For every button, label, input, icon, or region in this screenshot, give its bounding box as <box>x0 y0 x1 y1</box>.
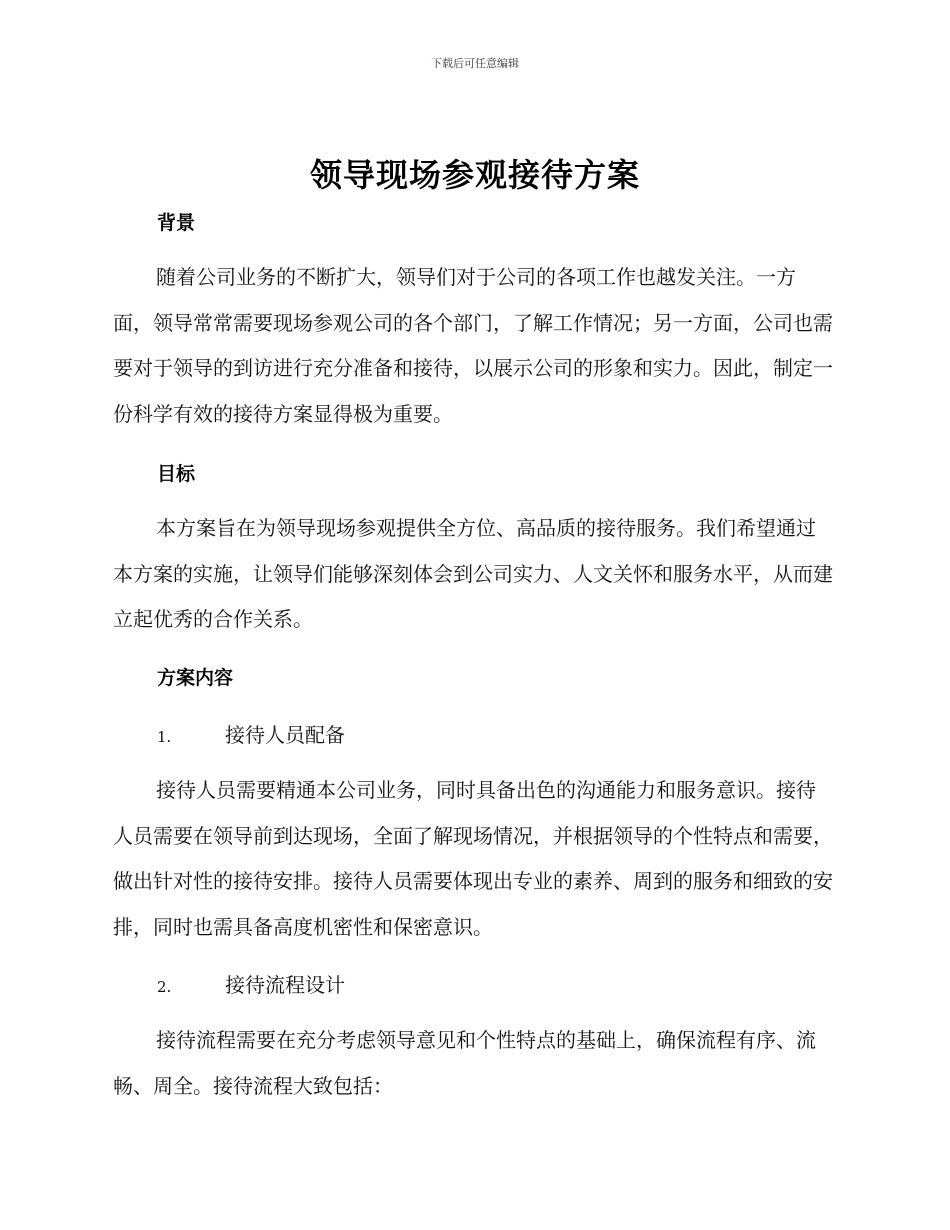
staffing-paragraph: 接待人员需要精通本公司业务，同时具备出色的沟通能力和服务意识。接待人员需要在领导前到达现场，全面了解现场情况，并根据领导的个性特点和需要，做出针对性的接待安排。接待人员需要体现出专业的素养、周到的服务和细致的安排，同时也需具备高度机密性和保密意识。 <box>113 778 833 939</box>
document-title: 领导现场参观接待方案 <box>309 156 640 194</box>
goal-paragraph: 本方案旨在为领导现场参观提供全方位、高品质的接待服务。我们希望通过本方案的实施，让领导们能够深刻体会到公司实力、人文关怀和服务水平，从而建立起优秀的合作关系。 <box>113 516 833 631</box>
list-item-title: 接待人员配备 <box>225 723 345 747</box>
section-heading-goal: 目标 <box>157 463 196 485</box>
list-item-number: 2. <box>157 978 172 996</box>
section-heading-background: 背景 <box>157 212 196 234</box>
process-paragraph: 接待流程需要在充分考虑领导意见和个性特点的基础上，确保流程有序、流畅、周全。接待流程大致包括： <box>113 1028 816 1098</box>
header-note: 下载后可任意编辑 <box>431 57 519 70</box>
section-heading-content: 方案内容 <box>157 667 234 689</box>
list-item-staffing <box>157 719 345 748</box>
background-paragraph: 随着公司业务的不断扩大，领导们对于公司的各项工作也越发关注。一方面，领导常常需要现场参观公司的各个部门，了解工作情况；另一方面，公司也需要对于领导的到访进行充分准备和接待，以展示公司的形象和实力。因此，制定一份科学有效的接待方案显得极为重要。 <box>113 265 833 426</box>
list-item-process <box>157 969 345 998</box>
list-item-title: 接待流程设计 <box>225 973 345 997</box>
list-item-number: 1. <box>157 728 172 746</box>
